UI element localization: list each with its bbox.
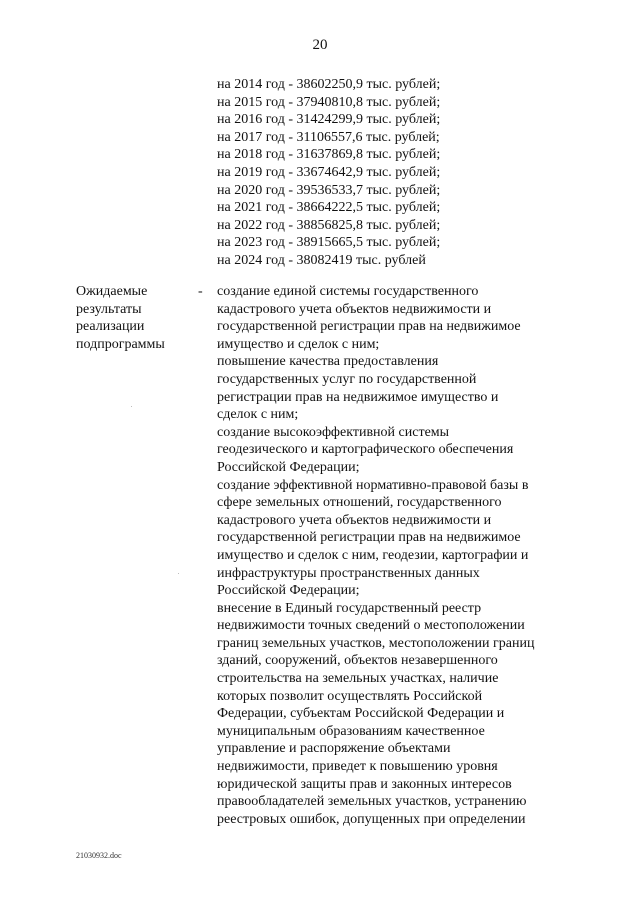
results-line: границ земельных участков, местоположении границ bbox=[217, 635, 535, 651]
results-line: создание высокоэффективной системы bbox=[217, 424, 450, 440]
funding-line: на 2016 год - 31424299,9 тыс. рублей; bbox=[217, 112, 441, 128]
results-line: сделок с ним; bbox=[217, 407, 299, 423]
funding-line: на 2021 год - 38664222,5 тыс. рублей; bbox=[217, 200, 441, 216]
results-line: регистрации прав на недвижимое имущество и bbox=[217, 389, 499, 405]
section-label-line: Ожидаемые bbox=[76, 284, 148, 299]
funding-line: на 2022 год - 38856825,8 тыс. рублей; bbox=[217, 217, 441, 233]
results-line: кадастрового учета объектов недвижимости и bbox=[217, 301, 492, 317]
funding-line: на 2015 год - 37940810,8 тыс. рублей; bbox=[217, 94, 441, 110]
section-label-line: подпрограммы bbox=[76, 336, 165, 352]
funding-line: на 2023 год - 38915665,5 тыс. рублей; bbox=[217, 235, 441, 251]
results-line: недвижимости, приведет к повышению уровня bbox=[217, 759, 498, 775]
funding-line: на 2019 год - 33674642,9 тыс. рублей; bbox=[217, 164, 441, 180]
section-label-line: реализации bbox=[76, 319, 145, 335]
results-line: сфере земельных отношений, государственного bbox=[217, 495, 502, 511]
results-line: имущество и сделок с ним; bbox=[217, 336, 380, 352]
results-line: правообладателей земельных участков, устранению bbox=[217, 794, 527, 810]
results-line: создание эффективной нормативно-правовой базы в bbox=[217, 477, 529, 493]
results-line: имущество и сделок с ним, геодезии, картографии и bbox=[217, 547, 529, 563]
funding-line: на 2018 год - 31637869,8 тыс. рублей; bbox=[217, 147, 441, 163]
results-line: государственных услуг по государственной bbox=[217, 371, 477, 387]
results-line: Российской Федерации; bbox=[217, 459, 360, 475]
funding-line: на 2024 год - 38082419 тыс. рублей bbox=[217, 252, 426, 268]
separator-dash: - bbox=[198, 284, 203, 299]
results-line: недвижимости точных сведений о местоположении bbox=[217, 618, 525, 634]
results-line: кадастрового учета объектов недвижимости и bbox=[217, 512, 492, 528]
results-line: строительства на земельных участках, наличие bbox=[217, 671, 499, 687]
footer-filename: 21030932.doc bbox=[76, 851, 122, 860]
section-label bbox=[76, 283, 165, 353]
funding-line: на 2014 год - 38602250,9 тыс. рублей; bbox=[217, 77, 441, 92]
funding-line: на 2020 год - 39536533,7 тыс. рублей; bbox=[217, 182, 441, 198]
scan-speck bbox=[178, 573, 179, 574]
results-line: создание единой системы государственного bbox=[217, 284, 479, 299]
results-line: зданий, сооружений, объектов незавершенного bbox=[217, 653, 498, 669]
expected-results-text bbox=[217, 283, 534, 828]
section-label-line: результаты bbox=[76, 301, 142, 317]
results-line: муниципальным образованиям качественное bbox=[217, 723, 485, 739]
results-line: государственной регистрации прав на недвижимое bbox=[217, 530, 521, 546]
results-line: которых позволит осуществлять Российской bbox=[217, 688, 483, 704]
funding-by-year-list bbox=[217, 76, 440, 270]
scan-speck bbox=[131, 406, 132, 407]
results-line: повышение качества предоставления bbox=[217, 354, 439, 370]
page-number: 20 bbox=[312, 37, 328, 53]
results-line: юридической защиты прав и законных интересов bbox=[217, 776, 512, 792]
results-line: Федерации, субъектам Российской Федерации и bbox=[217, 706, 505, 722]
results-line: управление и распоряжение объектами bbox=[217, 741, 451, 757]
results-line: геодезического и картографического обеспечения bbox=[217, 442, 514, 458]
results-line: государственной регистрации прав на недвижимое bbox=[217, 319, 521, 335]
results-line: реестровых ошибок, допущенных при определении bbox=[217, 811, 526, 827]
results-line: внесение в Единый государственный реестр bbox=[217, 600, 482, 616]
results-line: Российской Федерации; bbox=[217, 583, 360, 599]
results-line: инфраструктуры пространственных данных bbox=[217, 565, 480, 581]
funding-line: на 2017 год - 31106557,6 тыс. рублей; bbox=[217, 129, 440, 145]
